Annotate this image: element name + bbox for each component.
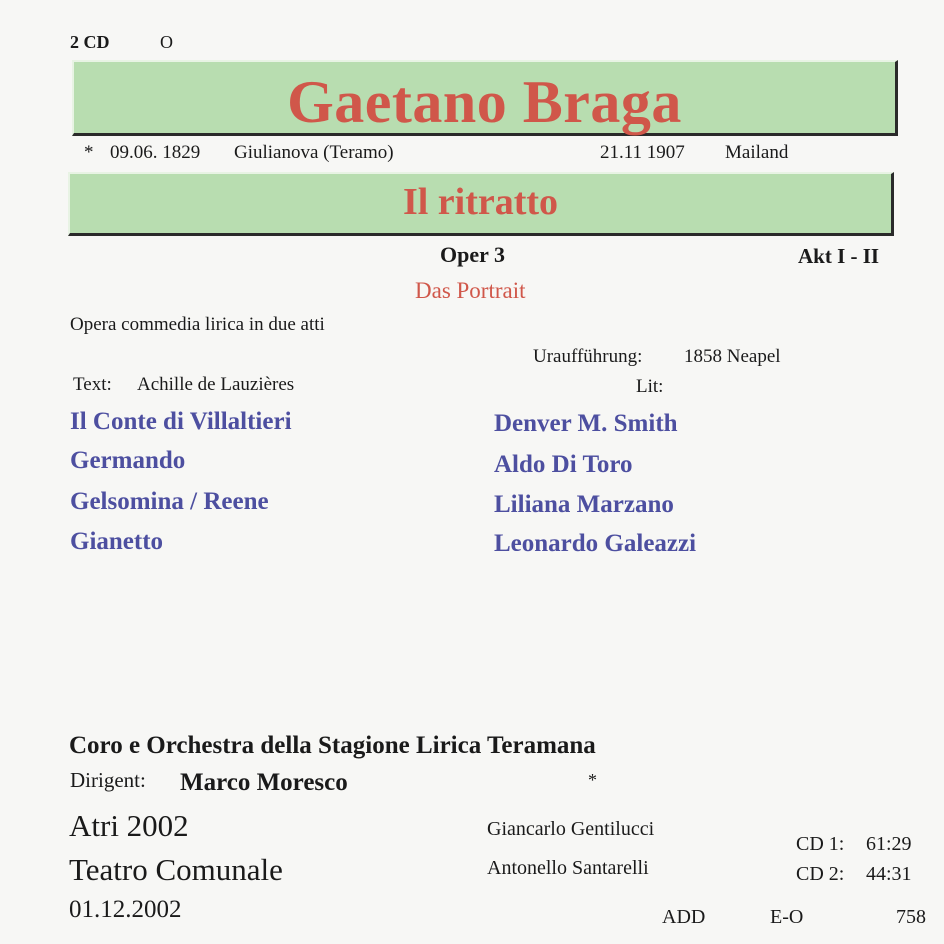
- genre: Opera commedia lirica in due atti: [70, 314, 325, 335]
- recording-code: ADD: [662, 906, 706, 928]
- libretto-label: Text:: [73, 374, 112, 395]
- cd-duration-label: CD 2:: [796, 863, 845, 885]
- role-name: Il Conte di Villaltieri: [70, 408, 292, 435]
- catalog-number: 758: [896, 906, 926, 928]
- role-name: Gianetto: [70, 528, 164, 555]
- singer-name: Leonardo Galeazzi: [494, 530, 697, 557]
- type-code: E-O: [770, 906, 804, 928]
- cd-duration-label: CD 1:: [796, 833, 845, 855]
- role-name: Gelsomina / Reene: [70, 488, 269, 515]
- singer-name: Denver M. Smith: [494, 410, 678, 437]
- place-year: Atri 2002: [69, 808, 189, 843]
- acts: Akt I - II: [798, 244, 880, 268]
- premiere-value: 1858 Neapel: [684, 346, 781, 367]
- title-banner: [68, 172, 894, 236]
- death-date: 21.11 1907: [600, 142, 685, 163]
- premiere-label: Uraufführung:: [533, 346, 643, 367]
- libretto-author: Achille de Lauzières: [137, 374, 295, 395]
- performance-date: 01.12.2002: [69, 896, 182, 923]
- cd-duration-time: 61:29: [866, 833, 912, 855]
- death-place: Mailand: [725, 142, 789, 163]
- conductor-name: Marco Moresco: [180, 769, 348, 796]
- venue: Teatro Comunale: [69, 852, 283, 887]
- birth-date: 09.06. 1829: [110, 142, 201, 163]
- credit-name: Antonello Santarelli: [487, 857, 649, 879]
- ensemble: Coro e Orchestra della Stagione Lirica Teramana: [69, 732, 596, 759]
- composer-banner: [72, 60, 898, 136]
- birth-symbol: *: [84, 142, 94, 163]
- star-mark: *: [588, 770, 597, 790]
- composer-name: Gaetano Braga: [287, 69, 682, 135]
- role-name: Germando: [70, 447, 186, 474]
- cd-count-line: [70, 32, 173, 53]
- work-type: Oper 3: [440, 242, 505, 267]
- singer-name: Aldo Di Toro: [494, 451, 633, 478]
- singer-name: Liliana Marzano: [494, 491, 674, 518]
- title-translation: Das Portrait: [415, 278, 526, 303]
- header-marker: O: [160, 32, 173, 52]
- work-title: Il ritratto: [402, 181, 559, 223]
- cd-count: 2 CD: [70, 32, 110, 52]
- credit-name: Giancarlo Gentilucci: [487, 818, 655, 840]
- lit-label: Lit:: [636, 376, 664, 397]
- birth-place: Giulianova (Teramo): [234, 142, 394, 163]
- cd-duration-time: 44:31: [866, 863, 912, 885]
- conductor-label: Dirigent:: [70, 768, 146, 792]
